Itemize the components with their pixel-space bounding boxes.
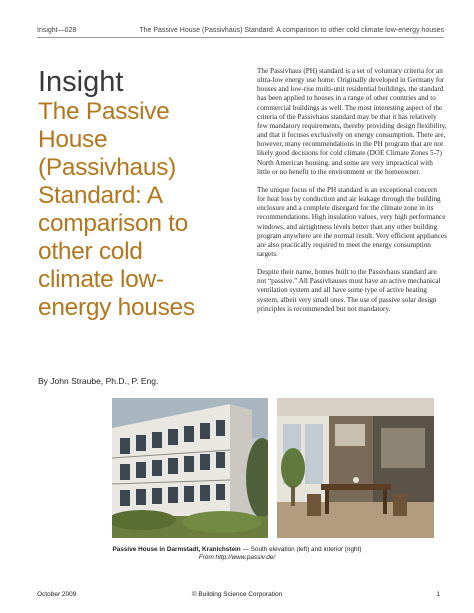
running-header-right: The Passive House (Passivhaus) Standard: A comparison to other cold climate low-energy houses: [139, 27, 444, 34]
title-line: Standard: A: [38, 182, 163, 209]
title-line: climate low-: [38, 266, 164, 293]
title-line: energy houses: [38, 294, 195, 321]
body-text-column: [257, 67, 447, 323]
page-title: [38, 98, 243, 322]
title-block: [38, 66, 243, 322]
caption-bold: Passive House in Darmstadt, Kranichstein: [112, 546, 241, 553]
title-line: other cold: [38, 238, 143, 265]
photo-pair: [112, 398, 434, 538]
caption-rest: — South elevation (left) and interior (right): [240, 546, 362, 553]
header-divider: [37, 37, 444, 38]
caption-source: From http://www.passiv.de/: [198, 554, 276, 561]
figure-caption: [60, 546, 414, 562]
title-line: The Passive: [38, 98, 170, 125]
page-number: 1: [436, 591, 440, 598]
footer-date: October 2009: [37, 591, 77, 598]
running-header-left: Insight—028: [37, 27, 77, 34]
title-line: House: [38, 126, 108, 153]
body-paragraph: The Passivhaus (PH) standard is a set of voluntary criteria for an ultra-low energy use home. Originally developed in Germany for houses and low-rise multi-unit residential buildings, the standard has been applied to houses in a range of other countries and to commercial buildings as well. The most interesting aspect of the criteria of the Passivhaus standard may be that it has relatively few mandatory requirements, thereby providing design flexibility, and that it focuses exclusively on energy consumption. There are, however, many recommendations in the PH program that are not likely good decisions for cold climate (DOE Climate Zones 5-7) North American housing, and some are very impractical with little or no benefit to the environment or the homeowner.: [257, 67, 447, 176]
title-line: comparison to: [38, 210, 188, 237]
interior-photo: [277, 398, 434, 538]
caption-main: [60, 546, 414, 554]
body-paragraph: The unique focus of the PH standard is an exceptional concern for heat loss by conduction and air leakage through the building enclosure and a complete disregard for the climate zone in its recommendations. High insulation values, very high performance windows, and airtightness levels better than any other building program anywhere are the normal result. Very efficient appliances are also practically required to meet the energy consumption targets.: [257, 185, 447, 258]
title-line: (Passivhaus): [38, 154, 177, 181]
exterior-photo: [112, 398, 268, 538]
title-kicker: Insight: [38, 66, 124, 98]
body-paragraph: Despite their name, homes built to the Passivhaus standard are not “passive.” All Passivhauses must have an active mechanical ventilation system and all have some type of active heating system, albeit very small ones. The use of passive solar design principles is recommended but not mandatory.: [257, 268, 441, 313]
footer-copyright: © Building Science Corporation: [191, 591, 283, 598]
author-byline: By John Straube, Ph.D., P. Eng.: [38, 376, 159, 386]
